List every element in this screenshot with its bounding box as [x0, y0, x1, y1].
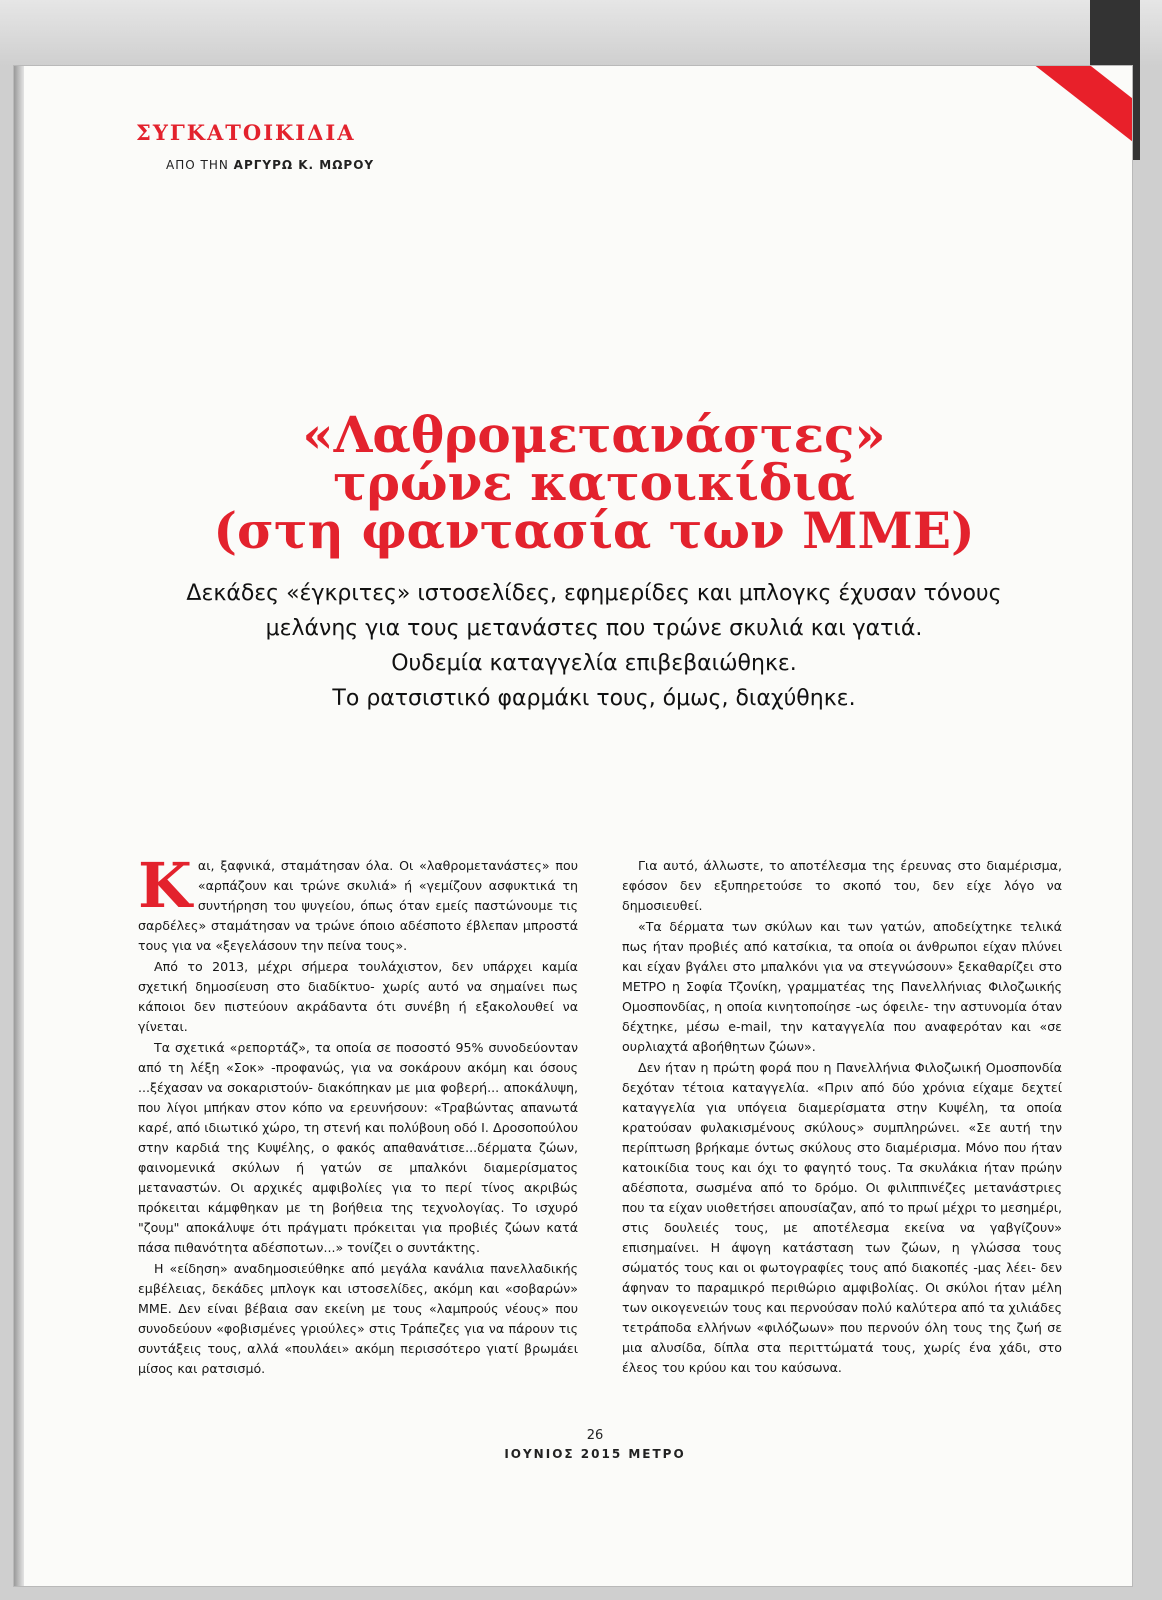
deck-line-3: Ουδεμία καταγγελία επιβεβαιώθηκε. — [391, 651, 797, 676]
body-paragraph: Τα σχετικά «ρεπορτάζ», τα οποία σε ποσοστό 95% συνοδεύονταν από τη λέξη «Σοκ» -προφανώς, για να σοκάρουν ακόμη και όσους ...ξέχασαν να σοκαριστούν- διακόπηκαν με μια φοβερή... αποκάλυψη, που λίγοι μπήκαν στον κόπο να ερευνήσουν: «Τραβώντας απανωτά καρέ, από ιδιωτικό χώρο, τη στενή και πολύβουη οδό Ι. Δροσοπούλου στην καρδιά της Κυψέλης, ο φακός απαθανάτισε...δέρματα ζώων, φαινομενικά σκύλων ή γατών σε μπαλκόνι διαμερίσματος μεταναστών. Οι αρχικές αμφιβολίες για το περί τίνος ακριβώς πρόκειται κάμφθηκαν με τη βοήθεια της τεχνολογίας. Το ισχυρό "ζουμ" αποκάλυψε ότι πράγματι πρόκειται για προβιές ζώων κατά πάσα πιθανότητα αδέσποτων...» τονίζει ο συντάκτης. — [138, 1040, 578, 1255]
issue-label: ΙΟΥΝΙΟΣ 2015 ΜΕΤΡΟ — [504, 1447, 686, 1461]
headline-line-2: τρώνε κατοικίδια — [333, 453, 855, 512]
body-paragraph: Δεν ήταν η πρώτη φορά που η Πανελλήνια Φιλοζωική Ομοσπονδία δεχόταν τέτοια καταγγελία. «Πριν από δύο χρόνια είχαμε δεχτεί καταγγελία για υπόγεια διαμερίσματα στην Κυψέλη, τα οποία κρατούσαν φυλακισμένους σκύλους» συμπληρώνει. «Σε αυτή την περίπτωση βρήκαμε όντως σκύλους στο διαμέρισμα. Μόνο που ήταν κατοικίδια τους και όχι το φαγητό τους. Τα σκυλάκια ήταν πρώην αδέσποτα, σωσμένα από το δρόμο. Οι φιλιππινέζες μετανάστριες που τα είχαν υιοθετήσει απουσίαζαν, από το πρωί μέχρι το μεσημέρι, στις δουλειές τους, με αποτέλεσμα εκείνα να γαβγίζουν» επισημαίνει. Η άψογη κατάσταση των ζώων, η γλώσσα τους σώματός τους και οι φωτογραφίες τους από διακοπές -μας λέει- δεν άφηναν το παραμικρό περιθώριο αμφιβολίας. Οι σκύλοι ήταν μέλη των οικογενειών τους και περνούσαν πολύ καλύτερα από τα χιλιάδες τετράποδα ελλήνων «φιλόζωων» που περνούν όλη τους της ζωή σε μια αλυσίδα, δίπλα στα περιττώματά τους, χωρίς ένα χάδι, στο έλεος του κρύου και του καύσωνα. — [622, 1060, 1063, 1375]
byline-prefix: ΑΠΟ ΤΗΝ — [166, 158, 229, 172]
magazine-page — [14, 66, 1132, 1586]
scan-top-background — [0, 0, 1162, 66]
byline — [166, 158, 374, 172]
deck-line-4: Το ρατσιστικό φαρμάκι τους, όμως, διαχύθηκε. — [332, 686, 856, 711]
headline-line-3: (στη φαντασία των ΜΜΕ) — [213, 501, 975, 560]
deck-line-1: Δεκάδες «έγκριτες» ιστοσελίδες, εφημερίδες και μπλογκς έχυσαν τόνους — [186, 581, 1002, 606]
body-column-left — [138, 849, 578, 1380]
drop-cap: Κ — [138, 849, 192, 922]
corner-ribbon — [949, 66, 1132, 158]
deck-subheadline — [164, 576, 1024, 716]
deck-line-2: μελάνης για τους μετανάστες που τρώνε σκυλιά και γατιά. — [265, 616, 923, 641]
body-paragraph — [138, 849, 578, 956]
section-label: ΣΥΓΚΑΤΟΙΚΙΔΙΑ — [136, 120, 356, 145]
byline-author: ΑΡΓΥΡΩ Κ. ΜΩΡΟΥ — [233, 158, 375, 172]
headline — [134, 405, 1054, 560]
body-paragraph-text: αι, ξαφνικά, σταμάτησαν όλα. Οι «λαθρομετανάστες» που «αρπάζουν και τρώνε σκυλιά» ή «γεμίζουν ασφυκτικά τη συντήρηση του ψυγείου, όπως όταν εμείς παστώνουμε τις σαρδέλες» σταμάτησαν να τρώνε όποιο αδέσποτο έβλεπαν μπροστά τους για να «ξεγελάσουν την πείνα τους». — [138, 858, 578, 953]
page-number: 26 — [586, 1428, 604, 1443]
headline-line-1: «Λαθρομετανάστες» — [302, 405, 886, 464]
page-spine — [14, 66, 24, 1586]
page-footer — [14, 1428, 1132, 1461]
body-paragraph: «Τα δέρματα των σκύλων και των γατών, αποδείχτηκε τελικά πως ήταν προβιές από κατσίκια, τα οποία οι άνθρωποι είχαν πλύνει και είχαν βγάλει στο μπαλκόνι για να στεγνώσουν» ξεκαθαρίζει στο ΜΕΤΡΟ η Σοφία Τζονίκη, γραμματέας της Πανελλήνιας Φιλοζωικής Ομοσπονδίας, η οποία κινητοποίησε -ως όφειλε- την αστυνομία όταν δέχτηκε, μέσω e-mail, την καταγγελία που αναφερόταν και «σε ουρλιαχτά αβοήθητων ζώων». — [622, 919, 1062, 1054]
body-paragraph: Η «είδηση» αναδημοσιεύθηκε από μεγάλα κανάλια πανελλαδικής εμβέλειας, δεκάδες μπλογκ και ιστοσελίδες, ακόμη και «σοβαρών» ΜΜΕ. Δεν είναι βέβαια σαν εκείνη με τους «λαμπρούς νέους» που συνοδεύουν «φοβισμένες γριούλες» στις Τράπεζες για να πάρουν τις συντάξεις τους, αλλά «πουλάει» ακόμη περισσότερο γιατί βρωμάει μίσος και ρατσισμό. — [138, 1261, 578, 1376]
body-paragraph: Από το 2013, μέχρι σήμερα τουλάχιστον, δεν υπάρχει καμία σχετική δημοσίευση στο διαδίκτυο- χωρίς αυτό να σημαίνει πως κάποιοι δεν πιστεύουν ακράδαντα ότι συνέβη ή εξακολουθεί να γίνεται. — [138, 959, 578, 1034]
body-column-right — [622, 856, 1062, 1379]
body-paragraph: Για αυτό, άλλωστε, το αποτέλεσμα της έρευνας στο διαμέρισμα, εφόσον δεν εξυπηρετούσε το σκοπό του, δεν είχε λόγο να δημοσιευθεί. — [622, 858, 1062, 913]
